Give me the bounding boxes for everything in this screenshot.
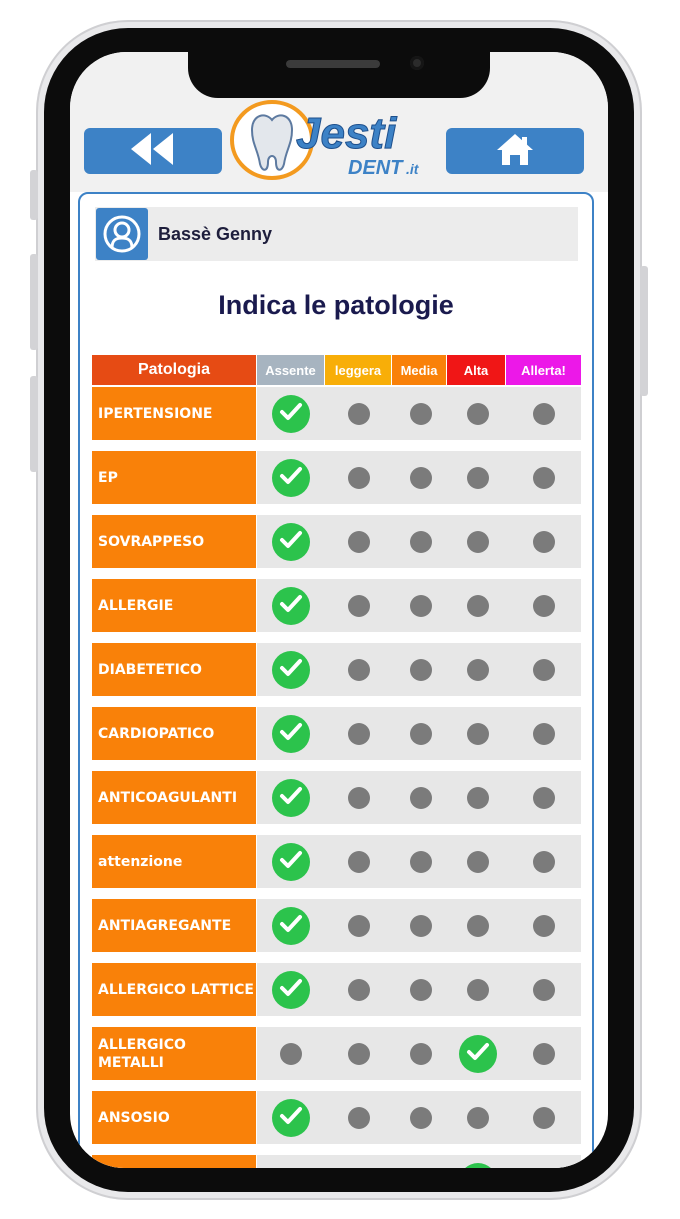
severity-options bbox=[257, 707, 581, 760]
radio-media[interactable] bbox=[410, 1043, 432, 1065]
checkmark-icon bbox=[279, 914, 303, 938]
radio-alta[interactable] bbox=[467, 467, 489, 489]
radio-leggera[interactable] bbox=[348, 1107, 370, 1129]
radio-leggera[interactable] bbox=[348, 467, 370, 489]
radio-media[interactable] bbox=[410, 659, 432, 681]
table-row bbox=[92, 515, 581, 568]
radio-media[interactable] bbox=[410, 1107, 432, 1129]
svg-text:.it: .it bbox=[406, 161, 419, 177]
column-header-leggera: leggera bbox=[325, 355, 392, 385]
radio-alta[interactable] bbox=[467, 531, 489, 553]
radio-alta[interactable] bbox=[459, 1035, 497, 1073]
radio-leggera[interactable] bbox=[348, 595, 370, 617]
severity-options bbox=[257, 899, 581, 952]
radio-allerta[interactable] bbox=[533, 1107, 555, 1129]
table-row bbox=[92, 387, 581, 440]
table-row bbox=[92, 707, 581, 760]
severity-options bbox=[257, 515, 581, 568]
table-row bbox=[92, 1027, 581, 1080]
phone-notch bbox=[188, 52, 490, 98]
radio-leggera[interactable] bbox=[348, 979, 370, 1001]
radio-alta[interactable] bbox=[467, 851, 489, 873]
radio-assente[interactable] bbox=[272, 971, 310, 1009]
radio-alta[interactable] bbox=[467, 979, 489, 1001]
checkmark-icon bbox=[279, 402, 303, 426]
pathology-label bbox=[92, 1155, 256, 1168]
severity-options bbox=[257, 835, 581, 888]
checkmark-icon bbox=[279, 1106, 303, 1130]
radio-alta[interactable] bbox=[459, 1163, 497, 1169]
radio-leggera[interactable] bbox=[348, 659, 370, 681]
column-header-assente: Assente bbox=[257, 355, 325, 385]
severity-options bbox=[257, 579, 581, 632]
radio-allerta[interactable] bbox=[533, 531, 555, 553]
checkmark-icon bbox=[279, 978, 303, 1002]
table-row bbox=[92, 899, 581, 952]
radio-assente[interactable] bbox=[272, 523, 310, 561]
radio-media[interactable] bbox=[410, 787, 432, 809]
patient-name: Bassè Genny bbox=[158, 223, 273, 244]
jestident-logo bbox=[230, 100, 452, 184]
radio-leggera[interactable] bbox=[348, 1043, 370, 1065]
radio-alta[interactable] bbox=[467, 595, 489, 617]
pathology-label: DIABETETICO bbox=[92, 643, 256, 696]
table-row bbox=[92, 643, 581, 696]
radio-media[interactable] bbox=[410, 403, 432, 425]
radio-media[interactable] bbox=[410, 595, 432, 617]
radio-alta[interactable] bbox=[467, 723, 489, 745]
severity-options bbox=[257, 451, 581, 504]
checkmark-icon bbox=[279, 594, 303, 618]
radio-media[interactable] bbox=[410, 531, 432, 553]
checkmark-icon bbox=[279, 786, 303, 810]
radio-assente[interactable] bbox=[272, 1099, 310, 1137]
severity-options bbox=[257, 1091, 581, 1144]
severity-options bbox=[257, 771, 581, 824]
severity-options bbox=[257, 963, 581, 1016]
radio-leggera[interactable] bbox=[348, 531, 370, 553]
radio-allerta[interactable] bbox=[533, 723, 555, 745]
radio-media[interactable] bbox=[410, 979, 432, 1001]
radio-assente[interactable] bbox=[272, 587, 310, 625]
column-header-media: Media bbox=[392, 355, 447, 385]
svg-text:Jesti: Jesti bbox=[296, 109, 397, 158]
radio-media[interactable] bbox=[410, 467, 432, 489]
pathology-label: ANSOSIO bbox=[92, 1091, 256, 1144]
radio-leggera[interactable] bbox=[348, 787, 370, 809]
radio-assente[interactable] bbox=[272, 459, 310, 497]
radio-leggera[interactable] bbox=[348, 915, 370, 937]
radio-allerta[interactable] bbox=[533, 851, 555, 873]
radio-assente[interactable] bbox=[272, 651, 310, 689]
radio-allerta[interactable] bbox=[533, 595, 555, 617]
checkmark-icon bbox=[279, 850, 303, 874]
column-header-allerta: Allerta! bbox=[506, 355, 581, 385]
page-title: Indica le patologie bbox=[218, 290, 454, 320]
radio-media[interactable] bbox=[410, 851, 432, 873]
radio-assente[interactable] bbox=[272, 779, 310, 817]
radio-assente[interactable] bbox=[272, 907, 310, 945]
radio-allerta[interactable] bbox=[533, 915, 555, 937]
radio-allerta[interactable] bbox=[533, 403, 555, 425]
rewind-icon bbox=[131, 133, 175, 169]
power-button bbox=[640, 266, 648, 396]
home-icon bbox=[495, 132, 535, 170]
pathology-label: ALLERGICO LATTICE bbox=[92, 963, 256, 1016]
checkmark-icon bbox=[466, 1042, 490, 1066]
severity-options bbox=[257, 1155, 581, 1168]
pathology-label: ANTIAGREGANTE bbox=[92, 899, 256, 952]
column-header-patologia: Patologia bbox=[92, 355, 257, 385]
radio-allerta[interactable] bbox=[533, 1043, 555, 1065]
user-avatar-icon bbox=[96, 208, 148, 260]
table-row bbox=[92, 771, 581, 824]
radio-assente[interactable] bbox=[272, 843, 310, 881]
radio-assente[interactable] bbox=[272, 715, 310, 753]
table-row bbox=[92, 579, 581, 632]
front-camera bbox=[410, 56, 424, 70]
radio-media[interactable] bbox=[410, 915, 432, 937]
table-row bbox=[92, 835, 581, 888]
pathology-label: ALLERGIE bbox=[92, 579, 256, 632]
pathology-label: SOVRAPPESO bbox=[92, 515, 256, 568]
radio-alta[interactable] bbox=[467, 915, 489, 937]
volume-down-button bbox=[30, 376, 38, 472]
patient-header bbox=[95, 207, 578, 261]
table-header bbox=[92, 355, 581, 385]
table-row bbox=[92, 963, 581, 1016]
column-header-alta: Alta bbox=[447, 355, 506, 385]
severity-options bbox=[257, 387, 581, 440]
pathology-label: IPERTENSIONE bbox=[92, 387, 256, 440]
radio-alta[interactable] bbox=[467, 787, 489, 809]
mute-switch bbox=[30, 170, 38, 220]
pathology-label: attenzione bbox=[92, 835, 256, 888]
back-button[interactable] bbox=[84, 128, 222, 174]
radio-alta[interactable] bbox=[467, 403, 489, 425]
radio-leggera[interactable] bbox=[348, 723, 370, 745]
table-row bbox=[92, 1155, 581, 1168]
radio-media[interactable] bbox=[410, 723, 432, 745]
radio-allerta[interactable] bbox=[533, 467, 555, 489]
pathology-label: ALLERGICO METALLI bbox=[92, 1027, 256, 1080]
checkmark-icon bbox=[279, 466, 303, 490]
pathology-label: ANTICOAGULANTI bbox=[92, 771, 256, 824]
checkmark-icon bbox=[279, 722, 303, 746]
radio-assente[interactable] bbox=[280, 1043, 302, 1065]
speaker-grille bbox=[286, 60, 380, 68]
pathology-label: CARDIOPATICO bbox=[92, 707, 256, 760]
home-button[interactable] bbox=[446, 128, 584, 174]
checkmark-icon bbox=[279, 658, 303, 682]
severity-options bbox=[257, 1027, 581, 1080]
pathology-label: EP bbox=[92, 451, 256, 504]
severity-options bbox=[257, 643, 581, 696]
radio-allerta[interactable] bbox=[533, 787, 555, 809]
radio-alta[interactable] bbox=[467, 1107, 489, 1129]
table-row bbox=[92, 451, 581, 504]
content-panel bbox=[78, 192, 594, 1168]
table-row bbox=[92, 1091, 581, 1144]
app-screen bbox=[70, 52, 608, 1168]
radio-allerta[interactable] bbox=[533, 659, 555, 681]
radio-allerta[interactable] bbox=[533, 979, 555, 1001]
radio-assente[interactable] bbox=[272, 395, 310, 433]
radio-leggera[interactable] bbox=[348, 403, 370, 425]
checkmark-icon bbox=[279, 530, 303, 554]
svg-text:DENT: DENT bbox=[348, 157, 403, 179]
volume-up-button bbox=[30, 254, 38, 350]
radio-leggera[interactable] bbox=[348, 851, 370, 873]
radio-alta[interactable] bbox=[467, 659, 489, 681]
